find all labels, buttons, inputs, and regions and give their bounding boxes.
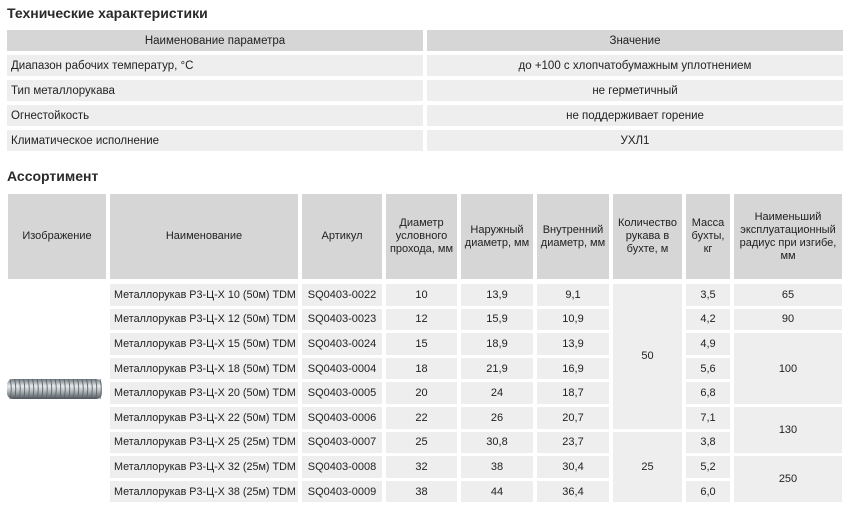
specs-value: не герметичный — [427, 80, 843, 101]
nominal-diameter: 18 — [386, 358, 457, 380]
nominal-diameter: 32 — [386, 456, 457, 478]
bend-radius: 65 — [734, 284, 842, 306]
article-number: SQ0403-0009 — [302, 481, 382, 503]
inner-diameter: 30,4 — [537, 456, 609, 478]
specs-row — [7, 80, 843, 101]
header-coil-mass: Масса бухты, кг — [686, 194, 730, 279]
outer-diameter: 44 — [461, 481, 533, 503]
metal-hose-icon — [6, 374, 104, 404]
header-article: Артикул — [302, 194, 382, 279]
outer-diameter: 21,9 — [461, 358, 533, 380]
inner-diameter: 20,7 — [537, 407, 609, 429]
nominal-diameter: 15 — [386, 333, 457, 355]
header-bend-radius: Наименьший эксплуатационный радиус при изгибе, мм — [734, 194, 842, 279]
inner-diameter: 9,1 — [537, 284, 609, 306]
article-number: SQ0403-0023 — [302, 309, 382, 331]
product-name: Металлорукав Р3-Ц-Х 12 (50м) TDM — [110, 309, 298, 331]
outer-diameter: 24 — [461, 382, 533, 404]
coil-mass: 4,9 — [686, 333, 730, 355]
header-coil-length: Количество рукава в бухте, м — [613, 194, 682, 279]
product-name: Металлорукав Р3-Ц-Х 15 (50м) TDM — [110, 333, 298, 355]
outer-diameter: 38 — [461, 456, 533, 478]
coil-mass: 7,1 — [686, 407, 730, 429]
inner-diameter: 36,4 — [537, 481, 609, 503]
header-nominal-diameter: Диаметр условного прохода, мм — [386, 194, 457, 279]
specs-header-value: Значение — [427, 30, 843, 51]
outer-diameter: 15,9 — [461, 309, 533, 331]
coil-length: 25 — [613, 432, 682, 503]
outer-diameter: 26 — [461, 407, 533, 429]
product-name: Металлорукав Р3-Ц-Х 18 (50м) TDM — [110, 358, 298, 380]
bend-radius: 90 — [734, 309, 842, 331]
product-name: Металлорукав Р3-Ц-Х 10 (50м) TDM — [110, 284, 298, 306]
nominal-diameter: 38 — [386, 481, 457, 503]
assortment-title: Ассортимент — [7, 168, 99, 184]
article-number: SQ0403-0005 — [302, 382, 382, 404]
coil-mass: 6,8 — [686, 382, 730, 404]
inner-diameter: 16,9 — [537, 358, 609, 380]
coil-mass: 6,0 — [686, 481, 730, 503]
specs-param: Огнестойкость — [7, 105, 423, 126]
specs-value: до +100 с хлопчатобумажным уплотнением — [427, 55, 843, 76]
header-inner-diameter: Внутренний диаметр, мм — [537, 194, 609, 279]
product-name: Металлорукав Р3-Ц-Х 25 (25м) TDM — [110, 432, 298, 454]
article-number: SQ0403-0022 — [302, 284, 382, 306]
nominal-diameter: 22 — [386, 407, 457, 429]
specs-table — [7, 30, 843, 155]
specs-param: Тип металлорукава — [7, 80, 423, 101]
specs-header-param: Наименование параметра — [7, 30, 423, 51]
product-name: Металлорукав Р3-Ц-Х 38 (25м) TDM — [110, 481, 298, 503]
nominal-diameter: 12 — [386, 309, 457, 331]
article-number: SQ0403-0008 — [302, 456, 382, 478]
nominal-diameter: 20 — [386, 382, 457, 404]
coil-mass: 5,6 — [686, 358, 730, 380]
outer-diameter: 13,9 — [461, 284, 533, 306]
nominal-diameter: 10 — [386, 284, 457, 306]
bend-radius: 130 — [734, 407, 842, 453]
specs-row — [7, 105, 843, 126]
bend-radius: 100 — [734, 333, 842, 404]
coil-mass: 4,2 — [686, 309, 730, 331]
header-name: Наименование — [110, 194, 298, 279]
article-number: SQ0403-0006 — [302, 407, 382, 429]
specs-title: Технические характеристики — [7, 5, 208, 21]
coil-length: 50 — [613, 284, 682, 429]
outer-diameter: 30,8 — [461, 432, 533, 454]
product-name: Металлорукав Р3-Ц-Х 32 (25м) TDM — [110, 456, 298, 478]
header-image: Изображение — [8, 194, 106, 279]
header-outer-diameter: Наружный диаметр, мм — [461, 194, 533, 279]
coil-mass: 3,8 — [686, 432, 730, 454]
inner-diameter: 23,7 — [537, 432, 609, 454]
specs-param: Диапазон рабочих температур, °С — [7, 55, 423, 76]
article-number: SQ0403-0024 — [302, 333, 382, 355]
outer-diameter: 18,9 — [461, 333, 533, 355]
nominal-diameter: 25 — [386, 432, 457, 454]
specs-value: УХЛ1 — [427, 130, 843, 151]
specs-row — [7, 130, 843, 151]
specs-param: Климатическое исполнение — [7, 130, 423, 151]
coil-mass: 3,5 — [686, 284, 730, 306]
inner-diameter: 18,7 — [537, 382, 609, 404]
inner-diameter: 10,9 — [537, 309, 609, 331]
product-name: Металлорукав Р3-Ц-Х 20 (50м) TDM — [110, 382, 298, 404]
bend-radius: 250 — [734, 456, 842, 502]
specs-header-row — [7, 30, 843, 51]
specs-value: не поддерживает горение — [427, 105, 843, 126]
article-number: SQ0403-0007 — [302, 432, 382, 454]
product-name: Металлорукав Р3-Ц-Х 22 (50м) TDM — [110, 407, 298, 429]
inner-diameter: 13,9 — [537, 333, 609, 355]
article-number: SQ0403-0004 — [302, 358, 382, 380]
coil-mass: 5,2 — [686, 456, 730, 478]
specs-row — [7, 55, 843, 76]
